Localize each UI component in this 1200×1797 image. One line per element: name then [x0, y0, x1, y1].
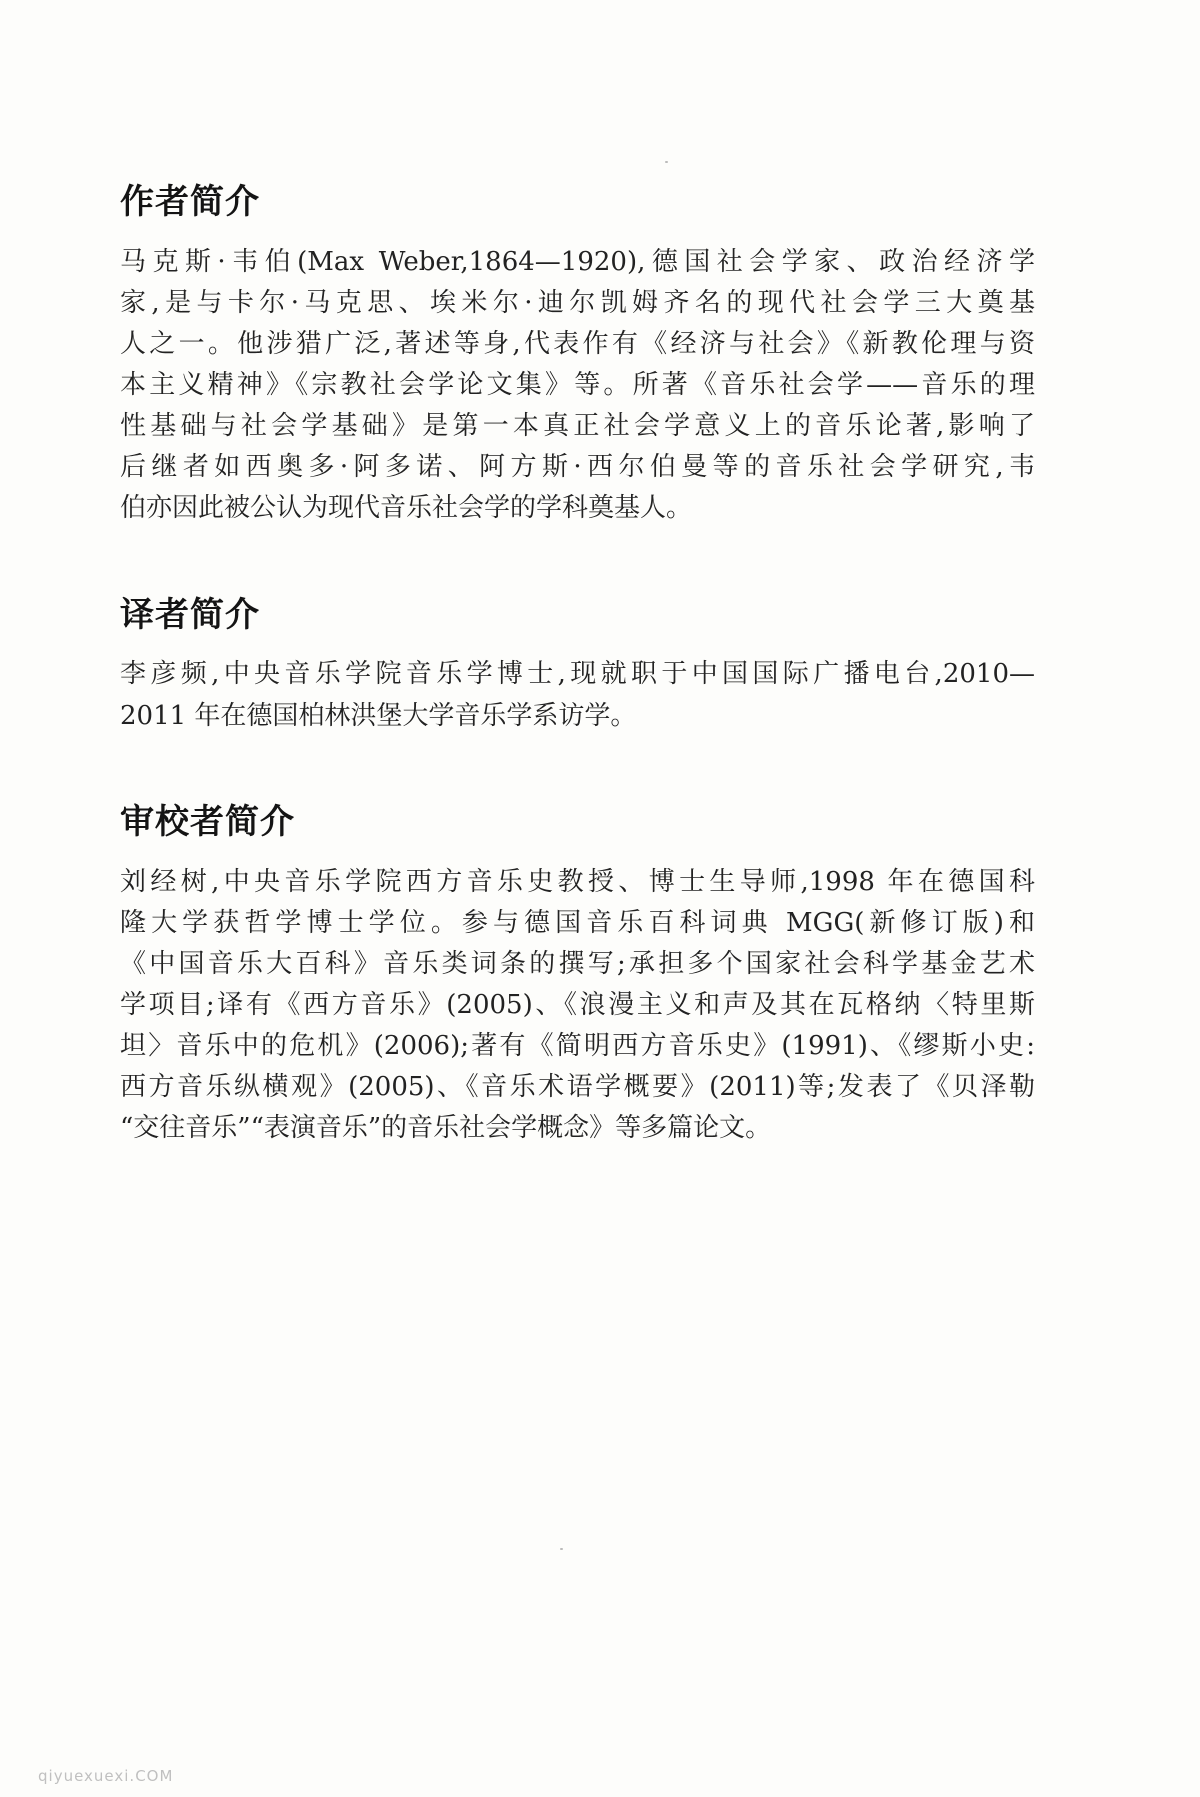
reviewer-line: 学项目;译有《西方音乐》(2005)、《浪漫主义和声及其在瓦格纳〈特里斯 [120, 990, 1035, 1020]
translator-line: 2011 年在德国柏林洪堡大学音乐学系访学。 [120, 701, 637, 731]
reviewer-line: 《中国音乐大百科》音乐类词条的撰写;承担多个国家社会科学基金艺术 [120, 949, 1035, 979]
author-line: 人之一。他涉猎广泛,著述等身,代表作有《经济与社会》《新教伦理与资 [120, 329, 1035, 359]
author-line: 后继者如西奥多·阿多诺、阿方斯·西尔伯曼等的音乐社会学研究,韦 [120, 452, 1035, 482]
translator-heading: 译者简介 [120, 595, 260, 635]
reviewer-line: “交往音乐”“表演音乐”的音乐社会学概念》等多篇论文。 [120, 1113, 772, 1143]
author-line: 性基础与社会学基础》是第一本真正社会学意义上的音乐论著,影响了 [120, 411, 1035, 441]
author-heading: 作者简介 [120, 182, 260, 222]
scan-speck [665, 161, 668, 163]
watermark: qiyuexuexi.COM [38, 1767, 174, 1785]
reviewer-line: 刘经树,中央音乐学院西方音乐史教授、博士生导师,1998 年在德国科 [120, 867, 1035, 897]
author-line: 本主义精神》《宗教社会学论文集》等。所著《音乐社会学——音乐的理 [120, 370, 1035, 400]
reviewer-line: 隆大学获哲学博士学位。参与德国音乐百科词典 MGG(新修订版)和 [120, 908, 1035, 938]
reviewer-line: 西方音乐纵横观》(2005)、《音乐术语学概要》(2011)等;发表了《贝泽勒 [120, 1072, 1035, 1102]
scan-speck [560, 1548, 563, 1550]
reviewer-line: 坦〉音乐中的危机》(2006);著有《简明西方音乐史》(1991)、《缪斯小史: [120, 1031, 1035, 1061]
reviewer-heading: 审校者简介 [120, 802, 295, 842]
translator-line: 李彦频,中央音乐学院音乐学博士,现就职于中国国际广播电台,2010— [120, 659, 1035, 689]
author-line: 马克斯·韦伯(Max Weber,1864—1920),德国社会学家、政治经济学 [120, 247, 1035, 277]
author-line: 家,是与卡尔·马克思、埃米尔·迪尔凯姆齐名的现代社会学三大奠基 [120, 288, 1035, 318]
author-line: 伯亦因此被公认为现代音乐社会学的学科奠基人。 [120, 493, 693, 523]
